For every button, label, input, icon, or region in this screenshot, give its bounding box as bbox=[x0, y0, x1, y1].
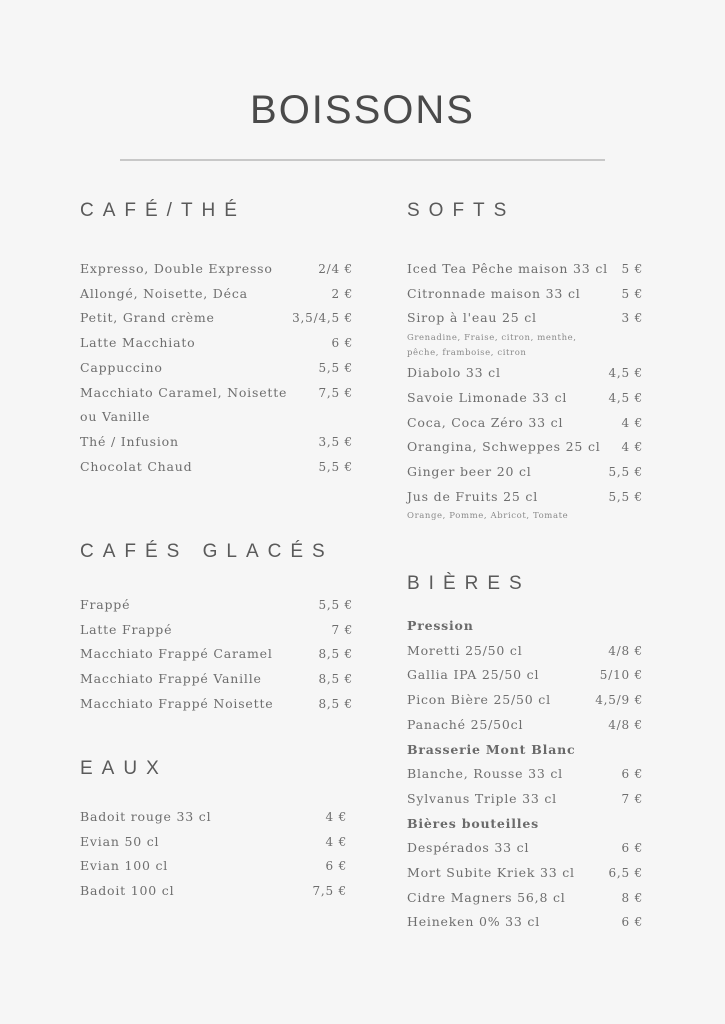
item-price: 4/8 € bbox=[608, 643, 643, 658]
softs-list bbox=[407, 257, 643, 524]
item-name: Macchiato Frappé Caramel bbox=[80, 646, 273, 662]
menu-item bbox=[80, 282, 353, 307]
item-price: 2/4 € bbox=[318, 262, 353, 276]
menu-item bbox=[80, 618, 353, 643]
menu-item bbox=[407, 361, 643, 386]
item-name: Sylvanus Triple 33 cl bbox=[407, 790, 557, 806]
item-price: 6 € bbox=[325, 859, 347, 874]
cafe-the-list bbox=[80, 257, 353, 479]
menu-item bbox=[80, 879, 347, 904]
menu-item bbox=[407, 282, 643, 307]
item-name: Savoie Limonade 33 cl bbox=[407, 389, 568, 405]
item-name: Cidre Magners 56,8 cl bbox=[407, 889, 566, 905]
item-price: 6 € bbox=[331, 336, 353, 351]
section-title-eaux: EAUX bbox=[80, 758, 168, 779]
item-price: 5,5 € bbox=[318, 360, 353, 375]
item-price: 4 € bbox=[621, 440, 643, 455]
item-name: Citronnade maison 33 cl bbox=[407, 285, 581, 301]
menu-item bbox=[407, 713, 643, 738]
item-name: Jus de Fruits 25 cl bbox=[407, 488, 539, 504]
item-price: 5,5 € bbox=[318, 598, 353, 612]
item-name: Allongé, Noisette, Déca bbox=[80, 285, 248, 301]
item-name: Petit, Grand crème bbox=[80, 310, 215, 326]
item-name: Evian 100 cl bbox=[80, 858, 169, 874]
item-name: Mort Subite Kriek 33 cl bbox=[407, 865, 575, 881]
item-price: 6,5 € bbox=[608, 866, 643, 881]
menu-item bbox=[80, 430, 353, 455]
item-name: Moretti 25/50 cl bbox=[407, 642, 523, 658]
item-price: 8,5 € bbox=[318, 647, 353, 662]
item-name: Heineken 0% 33 cl bbox=[407, 914, 541, 930]
menu-item bbox=[80, 667, 353, 692]
menu-item bbox=[407, 485, 643, 510]
menu-title: BOISSONS bbox=[250, 88, 475, 132]
item-name: Blanche, Rousse 33 cl bbox=[407, 766, 563, 782]
item-name: Diabolo 33 cl bbox=[407, 365, 501, 381]
item-name: Latte Macchiato bbox=[80, 335, 196, 351]
section-title-softs: SOFTS bbox=[407, 200, 516, 221]
item-name: Frappé bbox=[80, 597, 131, 612]
item-name: Expresso, Double Expresso bbox=[80, 261, 273, 276]
menu-item bbox=[80, 455, 353, 480]
item-price: 3,5 € bbox=[318, 434, 353, 449]
item-name: Orangina, Schweppes 25 cl bbox=[407, 439, 601, 455]
menu-item bbox=[80, 805, 347, 830]
item-price: 5,5 € bbox=[608, 464, 643, 479]
section-title-cafe-the: CAFÉ/THÉ bbox=[80, 200, 246, 221]
menu-item bbox=[80, 257, 353, 282]
item-name: Macchiato Frappé Vanille bbox=[80, 671, 262, 687]
item-price: 2 € bbox=[331, 286, 353, 301]
item-price: 6 € bbox=[621, 767, 643, 782]
item-price: 6 € bbox=[621, 915, 643, 930]
menu-item bbox=[407, 435, 643, 460]
title-divider bbox=[120, 159, 605, 161]
item-price: 7,5 € bbox=[318, 385, 353, 400]
menu-item bbox=[407, 861, 643, 886]
menu-item bbox=[80, 331, 353, 356]
item-price: 5 € bbox=[621, 262, 643, 276]
menu-item bbox=[80, 306, 353, 331]
bieres-list bbox=[407, 614, 643, 935]
item-price: 4/8 € bbox=[608, 717, 643, 732]
menu-item bbox=[407, 663, 643, 688]
menu-item bbox=[407, 910, 643, 935]
item-name: Macchiato Caramel, Noisette ou Vanille bbox=[80, 384, 288, 425]
menu-item bbox=[80, 642, 353, 667]
item-name: Cappuccino bbox=[80, 359, 163, 375]
menu-item bbox=[80, 854, 347, 879]
menu-item bbox=[407, 886, 643, 911]
item-name: Gallia IPA 25/50 cl bbox=[407, 667, 540, 683]
item-name: Thé / Infusion bbox=[80, 433, 179, 449]
eaux-list bbox=[80, 805, 347, 904]
menu-item bbox=[407, 639, 643, 664]
item-price: 5 € bbox=[621, 286, 643, 301]
item-name: Despérados 33 cl bbox=[407, 840, 530, 856]
item-price: 7,5 € bbox=[312, 884, 347, 899]
menu-item bbox=[80, 692, 353, 717]
menu-item bbox=[80, 356, 353, 381]
item-price: 7 € bbox=[331, 622, 353, 637]
cafes-glaces-list bbox=[80, 593, 353, 717]
item-name: Panaché 25/50cl bbox=[407, 716, 524, 732]
section-title-cafes-glaces: CAFÉS GLACÉS bbox=[80, 541, 334, 562]
item-name: Latte Frappé bbox=[80, 621, 173, 637]
item-name: Picon Bière 25/50 cl bbox=[407, 692, 551, 708]
juice-flavours-note: Orange, Pomme, Abricot, Tomate bbox=[407, 511, 569, 522]
section-title-bieres: BIÈRES bbox=[407, 573, 531, 594]
item-price: 3,5/4,5 € bbox=[292, 311, 353, 326]
subheading-pression: Pression bbox=[407, 618, 474, 633]
item-name: Evian 50 cl bbox=[80, 833, 160, 849]
subheading-bouteilles: Bières bouteilles bbox=[407, 815, 539, 831]
menu-item bbox=[407, 787, 643, 812]
item-price: 3 € bbox=[621, 311, 643, 326]
item-price: 5,5 € bbox=[318, 459, 353, 474]
item-name: Badoit rouge 33 cl bbox=[80, 809, 212, 824]
menu-item bbox=[407, 306, 643, 331]
item-price: 4 € bbox=[325, 834, 347, 849]
item-price: 7 € bbox=[621, 791, 643, 806]
item-name: Ginger beer 20 cl bbox=[407, 463, 532, 479]
item-name: Sirop à l'eau 25 cl bbox=[407, 310, 537, 326]
item-name: Badoit 100 cl bbox=[80, 883, 175, 899]
item-price: 8,5 € bbox=[318, 672, 353, 687]
item-price: 8 € bbox=[621, 890, 643, 905]
item-price: 4,5 € bbox=[608, 390, 643, 405]
item-name: Iced Tea Pêche maison 33 cl bbox=[407, 261, 608, 276]
menu-item bbox=[407, 411, 643, 436]
item-price: 8,5 € bbox=[318, 696, 353, 711]
menu-item bbox=[407, 257, 643, 282]
menu-item bbox=[80, 830, 347, 855]
subheading-mont-blanc: Brasserie Mont Blanc bbox=[407, 741, 576, 757]
item-price: 5/10 € bbox=[599, 668, 643, 683]
menu-item bbox=[80, 593, 353, 618]
item-price: 4,5 € bbox=[608, 366, 643, 381]
item-price: 4 € bbox=[621, 415, 643, 430]
item-price: 4,5/9 € bbox=[595, 693, 643, 708]
menu-item bbox=[407, 762, 643, 787]
menu-item bbox=[407, 836, 643, 861]
sirop-flavours-note: Grenadine, Fraise, citron, menthe, pêche, framboise, citron bbox=[407, 333, 577, 359]
item-name: Chocolat Chaud bbox=[80, 458, 193, 474]
item-name: Coca, Coca Zéro 33 cl bbox=[407, 414, 564, 430]
item-price: 4 € bbox=[325, 810, 347, 824]
item-price: 6 € bbox=[621, 841, 643, 856]
item-name: Macchiato Frappé Noisette bbox=[80, 695, 274, 711]
menu-item bbox=[407, 688, 643, 713]
menu-item bbox=[407, 460, 643, 485]
menu-item bbox=[407, 386, 643, 411]
menu-item bbox=[80, 381, 353, 430]
item-price: 5,5 € bbox=[608, 489, 643, 504]
